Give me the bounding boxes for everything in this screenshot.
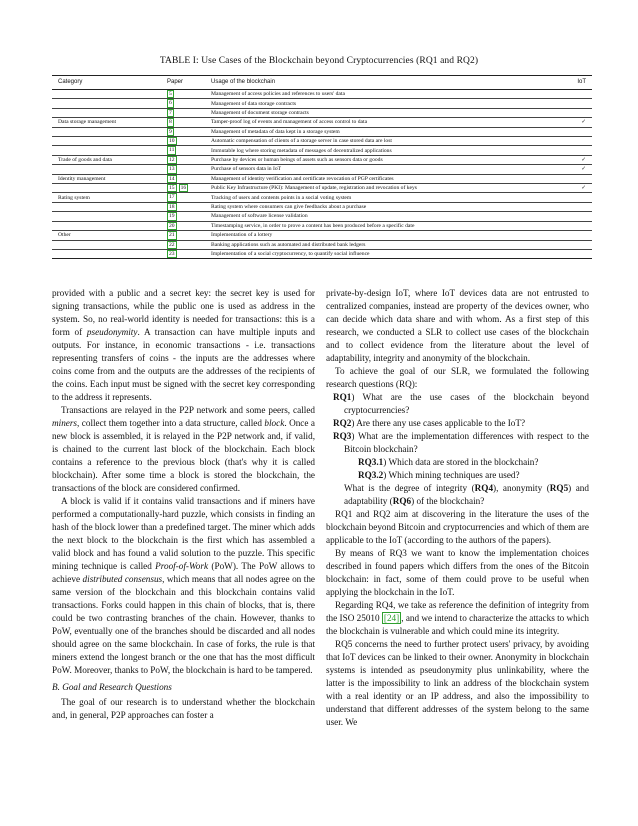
- header-usage: Usage of the blockchain: [208, 76, 563, 90]
- cell-usage: Tracking of users and contents points in a social voting system: [208, 193, 563, 202]
- check-icon: ✓: [563, 184, 592, 193]
- cell-paper: [164, 118, 208, 127]
- check-icon: [563, 137, 592, 146]
- cell-category: [52, 108, 164, 117]
- check-icon: [563, 240, 592, 249]
- cell-usage: Management of data storage contracts: [208, 99, 563, 108]
- research-question-rq2: RQ2) Are there any use cases applicable to the IoT?: [333, 418, 526, 428]
- cell-usage: Management of software license validation: [208, 212, 563, 221]
- check-icon: [563, 212, 592, 221]
- cell-category: [52, 165, 164, 174]
- paragraph: The goal of our research is to understand whether the blockchain and, in general, P2P approaches can foster a: [52, 697, 315, 720]
- research-question-rq4-6: What is the degree of integrity (RQ4), anonymity (RQ5) and adaptability (RQ6) of the blockchain?: [344, 483, 589, 506]
- table-row: [52, 212, 592, 221]
- left-column: [52, 287, 315, 722]
- cell-paper: [164, 193, 208, 202]
- citation-link[interactable]: 10: [169, 138, 175, 145]
- cell-usage: Immutable log where storing metadata of messages of decentralized applications: [208, 146, 563, 155]
- cell-usage: Tamper-proof log of events and management of access control to data: [208, 118, 563, 127]
- table-row: [52, 184, 592, 193]
- table-caption: TABLE I: Use Cases of the Blockchain beyond Cryptocurrencies (RQ1 and RQ2): [159, 56, 479, 66]
- citation-link[interactable]: 18: [169, 203, 175, 210]
- table-row: [52, 174, 592, 183]
- cell-usage: Management of metadata of data kept in a storage system: [208, 127, 563, 136]
- paragraph: RQ1 and RQ2 aim at discovering in the literature the uses of the blockchain beyond Bitcoin and cryptocurrencies and which of them are applicable to the IoT (according to the authors of the papers).: [326, 509, 589, 545]
- check-icon: [563, 249, 592, 258]
- check-icon: [563, 146, 592, 155]
- cell-category: [52, 240, 164, 249]
- cell-paper: [164, 90, 208, 99]
- header-category: Category: [52, 76, 164, 90]
- cell-paper: [164, 212, 208, 221]
- cell-category: [52, 99, 164, 108]
- cell-usage: Management of identity verification and certificate revocation of PGP certificates: [208, 174, 563, 183]
- cell-paper: [164, 202, 208, 211]
- paragraph: provided with a public and a secret key: the secret key is used for signing transactions, while the public one is used as address in the system. So, no real-world identity is needed for transactions: this is a form of pseudonymity. A transaction can have multiple inputs and outputs. For instance, in economic transactions - i.e. transactions representing transfers of coins - the inputs are the addresses where coins come from and the outputs are the addresses of the recipients of the coins. Each input must be signed with the secret key corresponding to the address it represents.: [52, 288, 316, 402]
- cell-usage: Rating system where consumers can give feedbacks about a purchase: [208, 202, 563, 211]
- table-row: [52, 193, 592, 202]
- cell-usage: Automatic compensation of clients of a storage server in case stored data are lost: [208, 137, 563, 146]
- citation-link[interactable]: 21: [169, 232, 175, 239]
- check-icon: ✓: [563, 155, 592, 164]
- paragraph: To achieve the goal of our SLR, we formulated the following research questions (RQ):: [326, 366, 589, 389]
- check-icon: [563, 221, 592, 230]
- cell-category: [52, 137, 164, 146]
- table-row: [52, 221, 592, 230]
- table-row: [52, 127, 592, 136]
- citation-link[interactable]: 7: [169, 109, 172, 116]
- cell-usage: Purchase by devices or human beings of assets such as sensors data or goods: [208, 155, 563, 164]
- table-row: [52, 137, 592, 146]
- citation-link[interactable]: 6: [169, 100, 172, 107]
- citation-link[interactable]: [24]: [383, 613, 400, 623]
- check-icon: [563, 231, 592, 240]
- cell-category: [52, 212, 164, 221]
- research-question-rq3-2: RQ3.2) Which mining techniques are used?: [358, 470, 520, 480]
- cell-category: Trade of goods and data: [52, 155, 164, 164]
- cell-category: Data storage management: [52, 118, 164, 127]
- cell-category: [52, 146, 164, 155]
- cell-category: Identity management: [52, 174, 164, 183]
- cell-paper: [164, 127, 208, 136]
- citation-link[interactable]: 12: [169, 156, 175, 163]
- check-icon: ✓: [563, 165, 592, 174]
- cell-paper: [164, 221, 208, 230]
- research-question-rq3: RQ3) What are the implementation differences with respect to the Bitcoin blockchain?: [333, 431, 589, 454]
- check-icon: ✓: [563, 118, 592, 127]
- cell-category: [52, 184, 164, 193]
- cell-paper: [164, 165, 208, 174]
- citation-link[interactable]: 13: [169, 166, 175, 173]
- citation-link[interactable]: 23: [169, 250, 175, 257]
- cell-paper: [164, 99, 208, 108]
- cell-category: [52, 249, 164, 258]
- paragraph: By means of RQ3 we want to know the implementation choices described in found papers which differs from the ones of the Bitcoin blockchain: in fact, some of them could prove to be useful when applying the blockchain in the IoT.: [326, 548, 589, 597]
- header-iot: IoT: [563, 76, 592, 90]
- table-row: [52, 249, 592, 258]
- cell-category: [52, 221, 164, 230]
- table-row: [52, 231, 592, 240]
- citation-link[interactable]: 22: [169, 241, 175, 248]
- paragraph: RQ5 concerns the need to further protect users' privacy, by avoiding that IoT devices can be linked to their owner. Anonymity in blockchain systems is intended as pseudonymity plus unlinkability, where the latter is the impossibility to link an address of the blockchain system with a real identity or an IP address, and also the impossibility to understand that different addresses of the system belong to the same user. We: [326, 639, 589, 727]
- research-question-rq3-1: RQ3.1) Which data are stored in the blockchain?: [358, 457, 539, 467]
- citation-link[interactable]: 14: [169, 175, 175, 182]
- check-icon: [563, 90, 592, 99]
- table-row: [52, 240, 592, 249]
- cell-category: [52, 127, 164, 136]
- right-column: [326, 287, 589, 729]
- citation-link[interactable]: 17: [169, 194, 175, 201]
- cell-paper: [164, 249, 208, 258]
- cell-paper: [164, 146, 208, 155]
- check-icon: [563, 127, 592, 136]
- table-row: [52, 90, 592, 99]
- citation-link[interactable]: 15: [169, 185, 175, 192]
- cell-usage: Purchase of sensors data in IoT: [208, 165, 563, 174]
- cell-paper: [164, 174, 208, 183]
- cell-category: [52, 202, 164, 211]
- cell-paper: [164, 108, 208, 117]
- paragraph: Transactions are relayed in the P2P network and some peers, called miners, collect them together into a data structure, called block. Once a new block is assembled, it is relayed in the P2P network and, if valid, is chained to the current last block of the blockchain. Each block contains a reference to the previous block (that's why it is called blockchain). After some time a block is stored the blockchain, the transactions of the block are considered confirmed.: [52, 405, 315, 493]
- citation-link[interactable]: 9: [169, 128, 172, 135]
- check-icon: [563, 193, 592, 202]
- cell-paper: [164, 155, 208, 164]
- research-question-rq1: RQ1) What are the use cases of the blockchain beyond cryptocurrencies?: [333, 392, 589, 415]
- cell-paper: [164, 240, 208, 249]
- cell-usage: Implementation of a lottery: [208, 231, 563, 240]
- cell-paper: [164, 231, 208, 240]
- table-row: [52, 146, 592, 155]
- cell-category: Rating system: [52, 193, 164, 202]
- cell-usage: Management of document storage contracts: [208, 108, 563, 117]
- cell-usage: Public Key Infrastructure (PKI): Management of update, registration and revocation of keys: [208, 184, 563, 193]
- cell-paper: [164, 137, 208, 146]
- cell-category: [52, 90, 164, 99]
- check-icon: [563, 99, 592, 108]
- paragraph: private-by-design IoT, where IoT devices data are not entrusted to centralized companies, instead are property of the devices owner, who can decide which data share and with whom. As a first step of this research, we conducted a SLR to collect use cases of the blockchain and to collect evidence from the literature about the level of adaptability, integrity and anonymity of the blockchain.: [326, 288, 589, 363]
- citation-link[interactable]: 8: [169, 119, 172, 126]
- table-header-row: [52, 76, 592, 90]
- cell-category: Other: [52, 231, 164, 240]
- table-row: [52, 99, 592, 108]
- cell-usage: Banking applications such as automated and distributed bank ledgers: [208, 240, 563, 249]
- table-row: [52, 155, 592, 164]
- table-row: [52, 202, 592, 211]
- table-row: [52, 108, 592, 117]
- table-row: [52, 118, 592, 127]
- check-icon: [563, 202, 592, 211]
- check-icon: [563, 174, 592, 183]
- citation-link[interactable]: 5: [169, 91, 172, 97]
- header-paper: Paper: [164, 76, 208, 90]
- citation-link[interactable]: 16: [180, 185, 187, 192]
- citation-link[interactable]: 11: [169, 147, 175, 154]
- cell-usage: Management of access policies and references to users' data: [208, 90, 563, 99]
- cell-usage: Implementation of a social cryptocurrency, to quantify social influence: [208, 249, 563, 258]
- paragraph: Regarding RQ4, we take as reference the definition of integrity from the ISO 25010 [24] , and we intend to characterize the attacks to which the blockchain is vulnerable and which could mine its integrity.: [326, 600, 589, 636]
- section-heading: B. Goal and Research Questions: [52, 682, 172, 692]
- use-cases-table: [52, 75, 592, 259]
- citation-link[interactable]: 19: [169, 213, 175, 220]
- paragraph: A block is valid if it contains valid transactions and if miners have performed a computationally-hard puzzle, which consists in finding an hash of the block lower than a predefined target. The miner which adds the next block to the blockchain is the first which has assembled a valid block and has found a valid solution to the puzzle. This specific mining technique is called Proof-of-Work (PoW). The PoW allows to achieve distributed consensus, which means that all nodes agree on the same version of the blockchain and this blockchain contains valid transactions. Forks could happen in this chain of blocks, that is, there could be two contrasting branches of the chain. However, thanks to PoW, eventually one of the branches should be discarded and all nodes should agree on the same blockchain. In case of forks, the rule is that miners extend the longest branch or the one that has the most difficult PoW. Moreover, thanks to PoW, the blockchain is hard to be tampered.: [52, 496, 315, 675]
- cell-usage: Timestamping service, in order to prove a content has been produced before a specific date: [208, 221, 563, 230]
- cell-paper: [164, 184, 208, 193]
- check-icon: [563, 108, 592, 117]
- citation-link[interactable]: 20: [169, 222, 175, 229]
- table-row: [52, 165, 592, 174]
